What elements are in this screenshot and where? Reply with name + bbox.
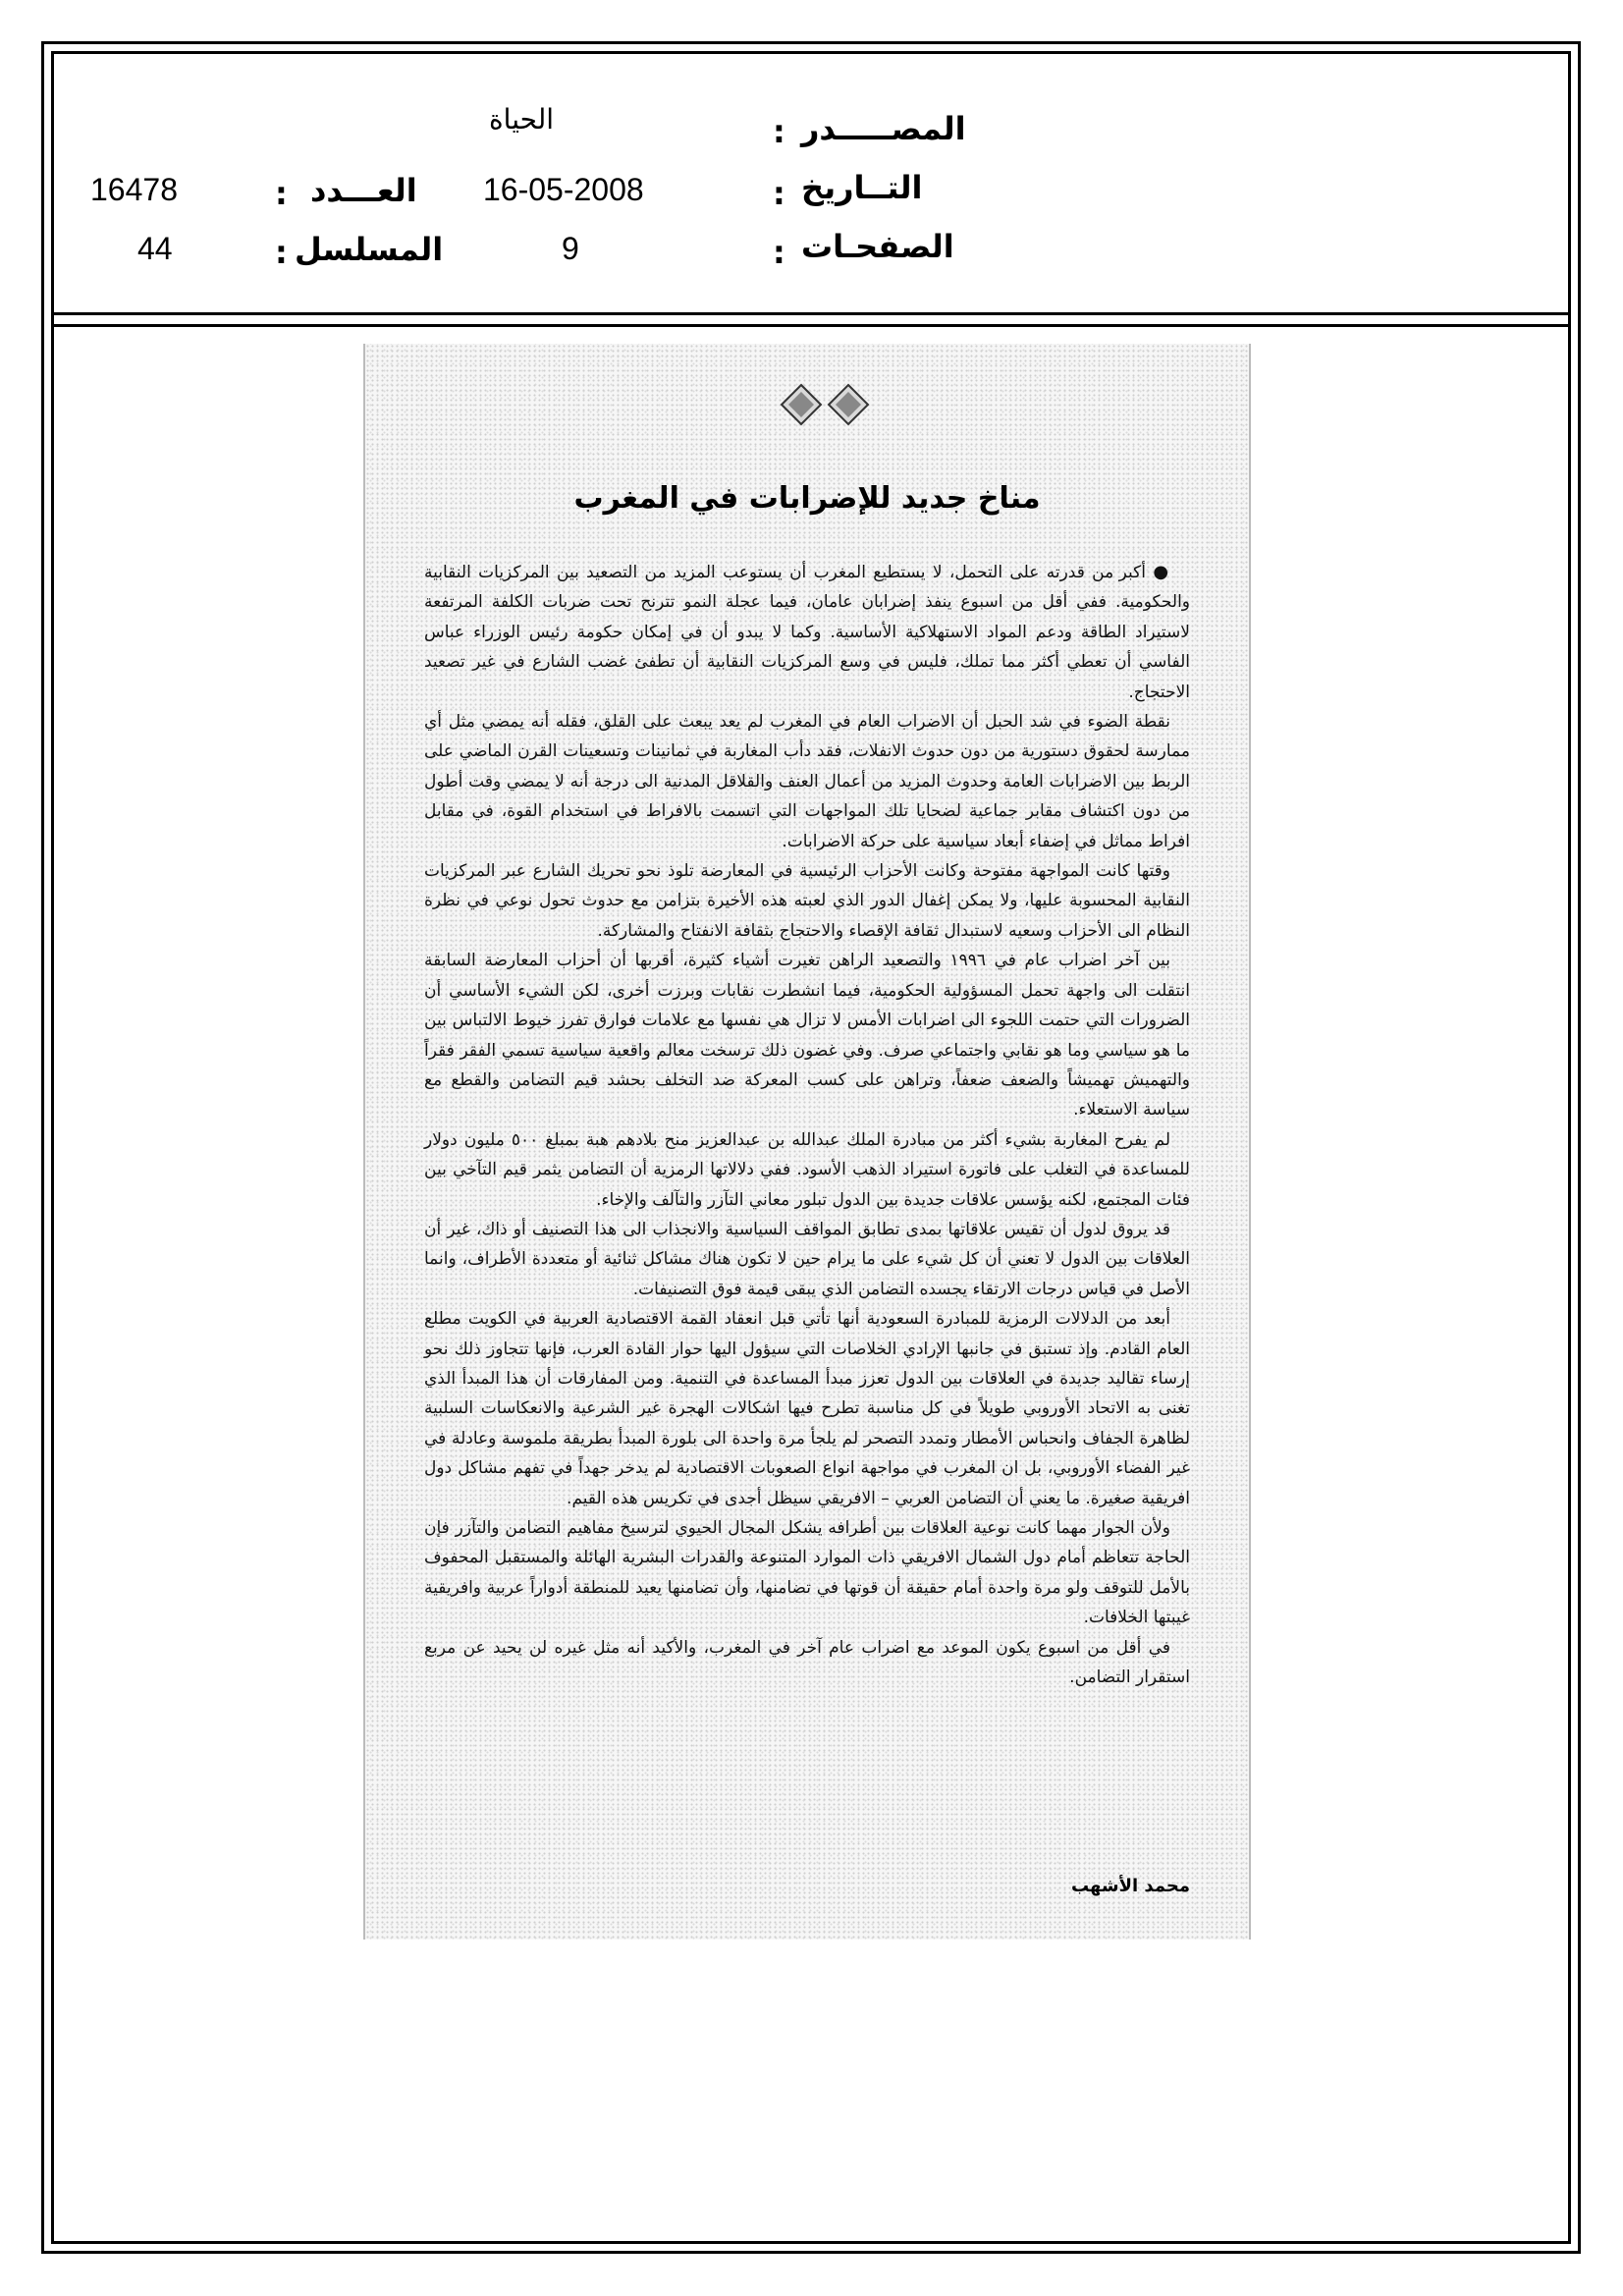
article-paragraph: ولأن الجوار مهما كانت نوعية العلاقات بين أطرافه يشكل المجال الحيوي لترسيخ مفاهيم التضامن والتآزر فإن الحاجة تتعاظم أمام دول الشمال الافريقي ذات الموارد المتنوعة والقدرات البشرية الهائلة والمستقبل المحفوف بالأمل للتوقف ولو مرة واحدة أمام حقيقة أن قوتها في تضامنها، وأن تضامنها يعيد للمنطقة أدواراً عربية وافريقية غيبتها الخلافات.	[424, 1518, 1190, 1628]
article-title: مناخ جديد للإضرابات في المغرب	[573, 481, 1041, 516]
source-label: المصـــــدر	[801, 110, 966, 147]
issue-label: العـــدد	[310, 172, 417, 209]
diamond-ornament-icon	[778, 381, 872, 430]
serial-label: المسلسل	[295, 231, 444, 268]
bullet-icon: ●	[1153, 562, 1170, 582]
article-paragraph: بين آخر اضراب عام في ١٩٩٦ والتصعيد الراهن تغيرت أشياء كثيرة، أقربها أن أحزاب المعارضة السابقة انتقلت الى واجهة تحمل المسؤولية الحكومية، فيما انشطرت نقابات وبرزت أخرى، لكن الشيء الأساسي أن الضرورات التي حتمت اللجوء الى اضرابات الأمس لا تزال هي نفسها مع علامات فوارق تفرز خيوط الالتباس بين ما هو سياسي وما هو نقابي واجتماعي صرف. وفي غضون ذلك ترسخت معالم واقعية سياسية تسمي الفقر فقراً والتهميش تهميشاً والضعف ضعفاً، وتراهن على كسب المعركة ضد التخلف بحشد قيم التضامن والقطع مع سياسة الاستعلاء.	[424, 951, 1190, 1121]
newspaper-clipping	[363, 344, 1251, 1940]
header-divider	[51, 312, 1571, 315]
serial-value: 44	[137, 231, 173, 266]
article-paragraph: أبعد من الدلالات الرمزية للمبادرة السعودية أنها تأتي قبل انعقاد القمة الاقتصادية العربية في الكويت مطلع العام القادم. وإذ تستبق في جانبها الإرادي الخلاصات التي سيؤول اليها حوار القادة العرب، فإنها تتجاوز ذلك نحو إرساء تقاليد جديدة في العلاقات بين الدول تعزز مبدأ المساعدة في التنمية. ومن المفارقات أن هذا المبدأ الذي تغنى به الاتحاد الأوروبي طويلاً في كل مناسبة تطرح فيها اشكالات الهجرة غير الشرعية والانعكاسات السلبية لظاهرة الجفاف وانحباس الأمطار وتمدد التصحر لم يلجأ مرة واحدة الى بلورة المبدأ بطريقة ملموسة وعادلة في غير الفضاء الأوروبي، بل ان المغرب في مواجهة انواع الصعوبات الاقتصادية لم يدخر جهداً في تفهم مشاكل دول افريقية صغيرة. ما يعني أن التضامن العربي – الافريقي سيظل أجدى في تكريس هذه القيم.	[424, 1309, 1190, 1508]
date-colon: :	[773, 175, 785, 212]
date-value: 16-05-2008	[483, 172, 644, 207]
source-colon: :	[773, 113, 785, 150]
article-paragraph: لم يفرح المغاربة بشيء أكثر من مبادرة الملك عبدالله بن عبدالعزيز منح بلادهم هبة بمبلغ ٥٠٠ مليون دولار للمساعدة في التغلب على فاتورة استيراد الذهب الأسود. ففي دلالاتها الرمزية أن التضامن يثمر قيم التآخي بين فئات المجتمع، لكنه يؤسس علاقات جديدة بين الدول تبلور معاني التآزر والتآلف والإخاء.	[424, 1129, 1190, 1210]
issue-value: 16478	[90, 172, 178, 207]
pages-label: الصفحـات	[801, 228, 954, 265]
pages-colon: :	[773, 234, 785, 271]
article-paragraph: قد يروق لدول أن تقيس علاقاتها بمدى تطابق المواقف السياسية والانجذاب الى هذا التصنيف أو ذاك، غير أن العلاقات بين الدول لا تعني أن كل شيء على ما يرام حين لا تكون هناك مشاكل ثنائية أو متعددة الأطراف، وانما الأصل في قياس درجات الارتقاء يجسده التضامن الذي يبقى قيمة فوق التصنيفات.	[424, 1219, 1190, 1299]
serial-colon: :	[275, 234, 288, 271]
article-paragraph: في أقل من اسبوع يكون الموعد مع اضراب عام آخر في المغرب، والأكيد أنه مثل غيره لن يحيد عن مربع استقرار التضامن.	[424, 1637, 1190, 1688]
article-author: محمد الأشهب	[1070, 1876, 1190, 1896]
pages-value: 9	[562, 231, 579, 266]
issue-colon: :	[275, 175, 288, 212]
date-label: التــاريخ	[801, 169, 923, 206]
header-divider-double	[51, 324, 1571, 327]
article-paragraph: وقتها كانت المواجهة مفتوحة وكانت الأحزاب الرئيسية في المعارضة تلوذ نحو تحريك الشارع عبر المركزيات النقابية المحسوبة عليها، ولا يمكن إغفال الدور الذي لعبته هذه الأخيرة بتزامن مع حدوث تحول نوعي في نظرة النظام الى الأحزاب وسعيه لاستبدال ثقافة الإقصاء والاحتجاج بثقافة الانفتاح والمشاركة.	[424, 861, 1190, 941]
source-value: الحياة	[489, 103, 555, 136]
article-body	[424, 558, 1190, 1692]
article-paragraph: نقطة الضوء في شد الحبل أن الاضراب العام في المغرب لم يعد يبعث على القلق، فقله أنه يمضي مثل أي ممارسة لحقوق دستورية من دون حدوث الانفلات، فقد دأب المغاربة في ثمانينات وتسعينات القرن الماضي على الربط بين الاضرابات العامة وحدوث المزيد من أعمال العنف والقلاقل المدنية الى درجة أنه لا يمضي وقت أطول من دون اكتشاف مقابر جماعية لضحايا تلك المواجهات التي اتسمت بالافراط في استخدام القوة، في مقابل افراط مماثل في إضفاء أبعاد سياسية على حركة الاضرابات.	[424, 712, 1190, 851]
article-paragraph: ● أكبر من قدرته على التحمل، لا يستطيع المغرب أن يستوعب المزيد من التصعيد بين المركزيات النقابية والحكومية. ففي أقل من اسبوع ينفذ إضرابان عامان، فيما عجلة النمو تترنح تحت ضربات الكلفة المرتفعة لاستيراد الطاقة ودعم المواد الاستهلاكية الأساسية. وكما لا يبدو أن في إمكان حكومة رئيس الوزراء عباس الفاسي أن تعطي أكثر مما تملك، فليس في وسع المركزيات النقابية أن تطفئ غضب الشارع في غير تصعيد الاحتجاج.	[424, 562, 1190, 702]
